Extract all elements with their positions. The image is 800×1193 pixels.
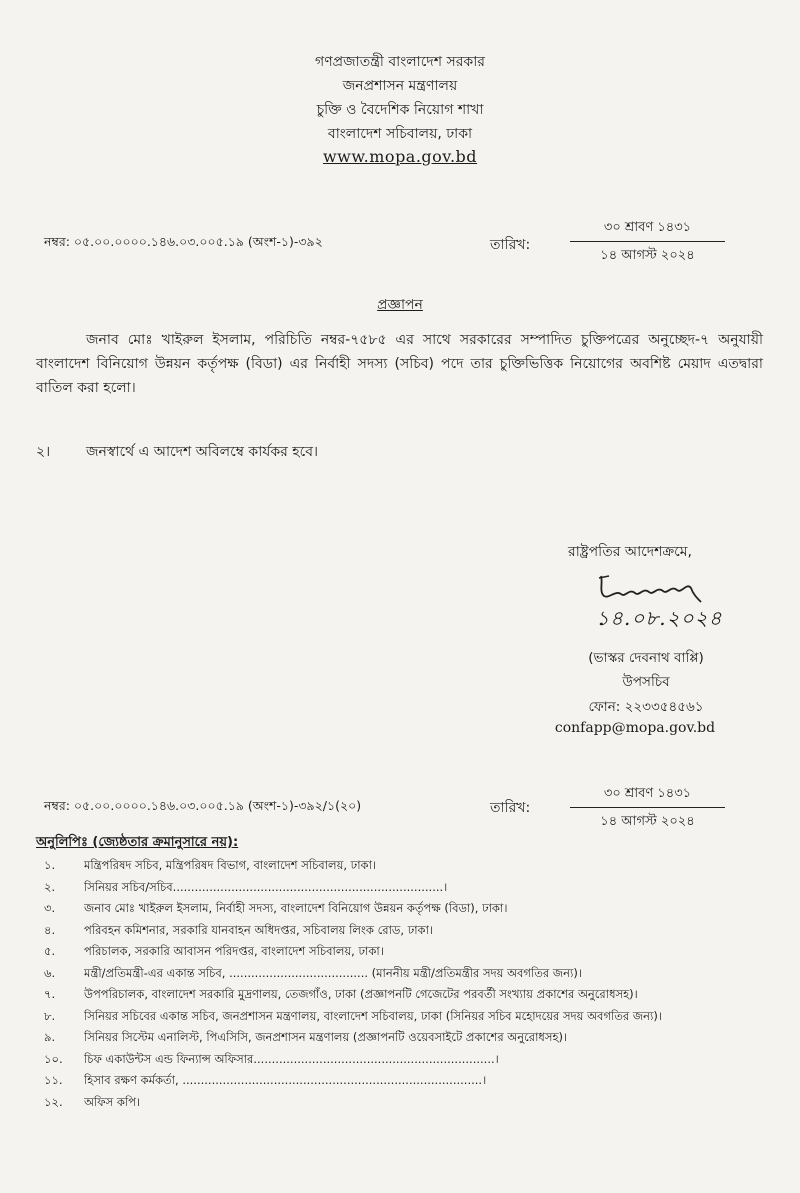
- date-english-copy: ১৪ আগস্ট ২০২৪: [600, 814, 695, 829]
- list-item-text: হিসাব রক্ষণ কর্মকর্তা, ..................................................................................।: [84, 1073, 487, 1087]
- list-item-text: পরিচালক, সরকারি আবাসন পরিদপ্তর, বাংলাদেশ সচিবালয়, ঢাকা।: [84, 944, 384, 958]
- signatory-email[interactable]: confapp@mopa.gov.bd: [554, 720, 716, 736]
- signatory-phone: ফোন: ২২৩৩৫৪৫৬১: [588, 699, 704, 715]
- list-item-number: ১১.: [44, 1073, 63, 1087]
- date-label: তারিখ:: [490, 237, 531, 253]
- signatory-name: (ভাস্কর দেবনাথ বাপ্পি): [588, 650, 704, 666]
- memo-number: নম্বর: ০৫.০০.০০০০.১৪৬.০৩.০০৫.১৯ (অংশ-১)-৩৯২: [44, 234, 323, 249]
- order-line: রাষ্ট্রপতির আদেশক্রমে,: [568, 544, 692, 560]
- signature-date: ১৪.০৮.২০২৪: [596, 606, 723, 630]
- list-item-number: ১.: [44, 858, 56, 872]
- list-item: [40, 877, 780, 899]
- list-item: [40, 963, 780, 985]
- document-title: [0, 293, 800, 317]
- list-item-number: ৬.: [44, 965, 56, 980]
- ministry-name: জনপ্রশাসন মন্ত্রণালয়: [342, 78, 458, 94]
- date-block-copy: [570, 784, 725, 833]
- copy-list-title: অনুলিপিঃ (জ্যেষ্ঠতার ক্রমানুসারে নয়):: [36, 835, 239, 850]
- list-item-number: ৭.: [44, 987, 56, 1001]
- list-item: [40, 920, 780, 942]
- list-item: [40, 1092, 780, 1114]
- list-item: [40, 1027, 780, 1049]
- list-item: [40, 1049, 780, 1071]
- list-item: [40, 1070, 780, 1092]
- list-item-text: সিনিয়র সিস্টেম এনালিস্ট, পিএসিসি, জনপ্রশাসন মন্ত্রণালয় (প্রজ্ঞাপনটি ওয়েবসাইটে প্রকাশের অনুরোধসহ)।: [84, 1030, 568, 1044]
- list-item-number: ৮.: [44, 1008, 56, 1023]
- list-item: [40, 898, 780, 920]
- list-item-number: ১২.: [44, 1094, 63, 1109]
- list-item: [40, 1006, 780, 1028]
- body-paragraph-2: [36, 440, 318, 464]
- date-bangla-copy: ৩০ শ্রাবণ ১৪৩১: [570, 784, 725, 808]
- signatory-designation: উপসচিব: [622, 674, 670, 690]
- list-item-number: ৫.: [44, 944, 56, 958]
- list-item-text: সিনিয়র সচিব/সচিব..........................................................................।: [84, 879, 448, 894]
- section-name: চুক্তি ও বৈদেশিক নিয়োগ শাখা: [316, 102, 484, 118]
- list-item-text: চিফ একাউন্টস এন্ড ফিন্যান্স অফিসার..................................................................।: [84, 1051, 499, 1066]
- list-item-text: জনাব মোঃ খাইরুল ইসলাম, নির্বাহী সদস্য, বাংলাদেশ বিনিয়োগ উন্নয়ন কর্তৃপক্ষ (বিডা), ঢাকা।: [84, 901, 508, 915]
- memo-number-copy: নম্বর: ০৫.০০.০০০০.১৪৬.০৩.০০৫.১৯ (অংশ-১)-৩৯২/১(২০): [44, 798, 362, 813]
- list-item-number: ১০.: [44, 1051, 63, 1066]
- date-bangla: ৩০ শ্রাবণ ১৪৩১: [570, 218, 725, 242]
- title-text: প্রজ্ঞাপন: [377, 297, 423, 313]
- website-link[interactable]: www.mopa.gov.bd: [322, 147, 478, 166]
- list-item-number: ৯.: [44, 1030, 56, 1044]
- list-item: [40, 984, 780, 1006]
- office-address: বাংলাদেশ সচিবালয়, ঢাকা: [327, 126, 473, 142]
- list-item-text: পরিবহন কমিশনার, সরকারি যানবাহন অধিদপ্তর, সচিবালয় লিংক রোড, ঢাকা।: [84, 922, 434, 937]
- body-paragraph-1: জনাব মোঃ খাইরুল ইসলাম, পরিচিতি নম্বর-৭৫৮৫ এর সাথে সরকারের সম্পাদিত চুক্তিপত্রের অনুচ্ছেদ-৭ অনুযায়ী বাংলাদেশ বিনিয়োগ উন্নয়ন কর্তৃপক্ষ (বিডা) এর নির্বাহী সদস্য (সচিব) পদে তার চুক্তিভিত্তিক নিয়োগের অবশিষ্ট মেয়াদ এতদ্বারা বাতিল করা হলো।: [36, 332, 763, 396]
- paragraph-2-text: জনস্বার্থে এ আদেশ অবিলম্বে কার্যকর হবে।: [86, 444, 319, 460]
- paragraph-number: ২।: [36, 444, 51, 460]
- date-block: [570, 218, 725, 267]
- list-item-number: ৩.: [44, 901, 56, 915]
- list-item-text: মন্ত্রী/প্রতিমন্ত্রী-এর একান্ত সচিব, ...................................... (মাননীয় মন্ত্রী/প্রতিমন্ত্রীর সদয় অবগতির জন্য)।: [84, 965, 582, 980]
- date-english: ১৪ আগস্ট ২০২৪: [600, 248, 695, 263]
- list-item-text: অফিস কপি।: [84, 1094, 141, 1109]
- date-label-copy: তারিখ:: [490, 800, 531, 816]
- list-item-text: সিনিয়র সচিবের একান্ত সচিব, জনপ্রশাসন মন্ত্রণালয়, বাংলাদেশ সচিবালয়, ঢাকা (সিনিয়র সচিব মহোদয়ের সদয় অবগতির জন্য)।: [84, 1008, 662, 1023]
- copy-list: [40, 855, 780, 1113]
- list-item-text: উপপরিচালক, বাংলাদেশ সরকারি মুদ্রণালয়, তেজগাঁও, ঢাকা (প্রজ্ঞাপনটি গেজেটের পরবর্তী সংখ্যায় প্রকাশের অনুরোধসহ)।: [84, 987, 638, 1001]
- list-item: [40, 855, 780, 877]
- handwritten-signature: [595, 568, 705, 606]
- list-item-number: ৪.: [44, 922, 56, 937]
- list-item: [40, 941, 780, 963]
- list-item-text: মন্ত্রিপরিষদ সচিব, মন্ত্রিপরিষদ বিভাগ, বাংলাদেশ সচিবালয়, ঢাকা।: [84, 858, 377, 872]
- govt-name: গণপ্রজাতন্ত্রী বাংলাদেশ সরকার: [315, 54, 485, 70]
- list-item-number: ২.: [44, 879, 56, 894]
